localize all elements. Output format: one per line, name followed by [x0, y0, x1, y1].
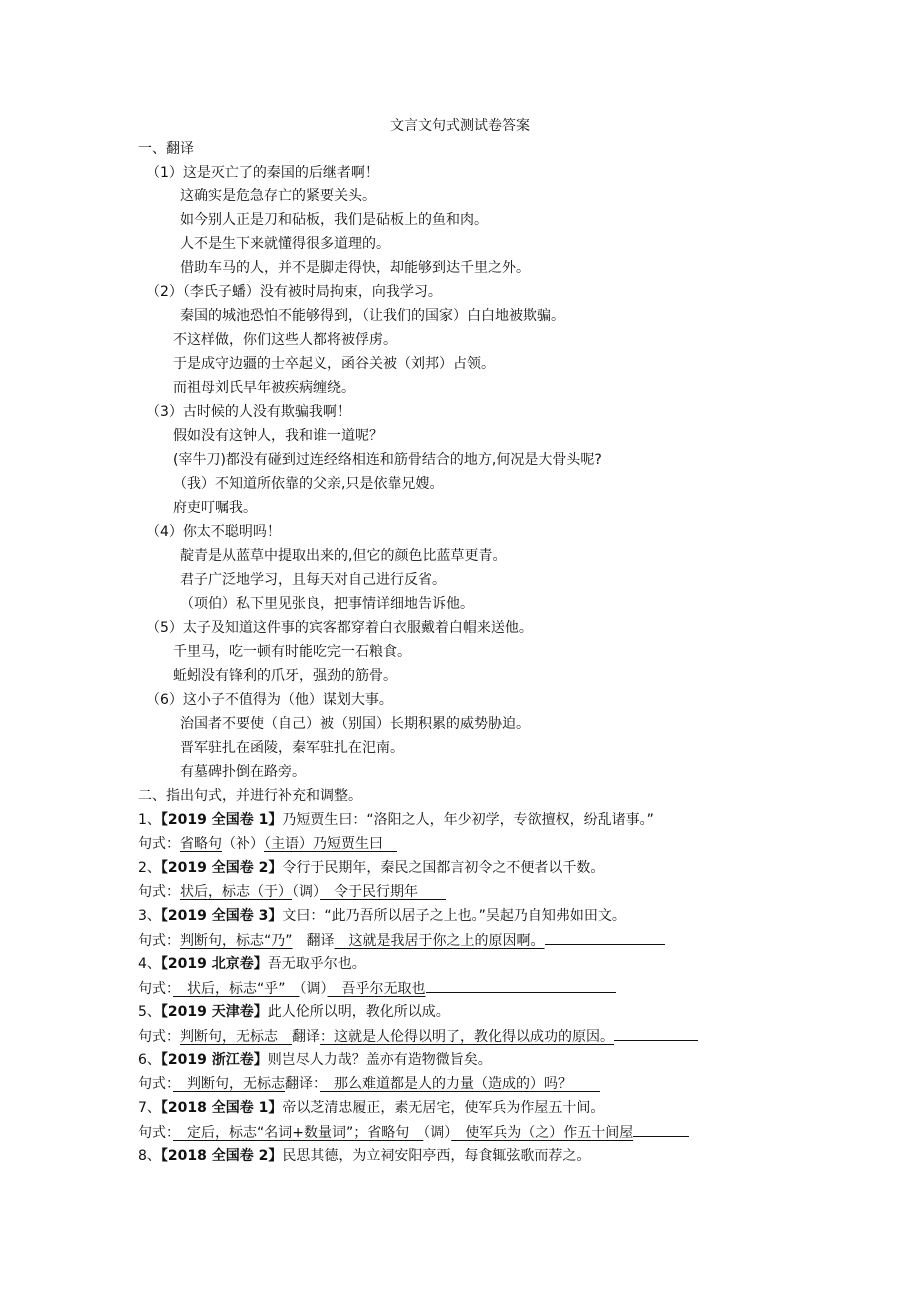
translation-line: 有墓碑扑倒在路旁。: [180, 764, 306, 780]
answer-line: 句式： 定后，标志“名词+数量词”；省略句 （调） 使军兵为（之）作五十间屋: [138, 1122, 689, 1143]
translation-line: 不这样做，你们这些人都将被俘虏。: [173, 332, 397, 348]
translation-line: 治国者不要使（自己）被（别国）长期积累的威势胁迫。: [180, 716, 530, 732]
question-line: 1、【2019 全国卷 1】乃短贾生曰：“洛阳之人，年少初学，专欲擅权，纷乱诸事。”: [138, 812, 654, 828]
question-line: 5、【2019 天津卷】此人伦所以明，教化所以成。: [138, 1004, 450, 1020]
translation-line: 千里马，吃一顿有时能吃完一石粮食。: [173, 644, 411, 660]
answer-line: 句式：省略句（补）（主语）乃短贾生曰: [138, 836, 397, 852]
translation-line: 府吏叮嘱我。: [173, 500, 257, 516]
page-title: 文言文句式测试卷答案: [390, 118, 530, 134]
question-line: 7、【2018 全国卷 1】帝以芝清忠履正，素无居宅，使军兵为作屋五十间。: [138, 1100, 605, 1116]
translation-line: （2）（李氏子蟠）没有被时局拘束，向我学习。: [146, 284, 442, 300]
section-heading: 二、指出句式，并进行补充和调整。: [138, 788, 362, 804]
answer-line: 句式： 判断句，无标志翻译： 那么难道都是人的力量（造成的）吗？: [138, 1076, 600, 1092]
translation-line: （5）太子及知道这件事的宾客都穿着白衣服戴着白帽来送他。: [146, 620, 533, 636]
question-line: 2、【2019 全国卷 2】令行于民期年，秦民之国都言初令之不便者以千数。: [138, 860, 605, 876]
translation-line: 而祖母刘氏早年被疾病缠绕。: [173, 380, 355, 396]
translation-line: 假如没有这钟人，我和谁一道呢？: [173, 428, 383, 444]
translation-line: 晋军驻扎在函陵，秦军驻扎在汜南。: [180, 740, 404, 756]
translation-line: （我）不知道所依靠的父亲,只是依靠兄嫂。: [173, 476, 444, 492]
translation-line: （6）这小子不值得为（他）谋划大事。: [146, 692, 393, 708]
translation-line: (宰牛刀)都没有碰到过连经络相连和筋骨结合的地方,何况是大骨头呢?: [173, 452, 602, 468]
translation-line: （4）你太不聪明吗！: [146, 524, 281, 540]
translation-line: 借助车马的人，并不是脚走得快，却能够到达千里之外。: [180, 260, 530, 276]
question-line: 3、【2019 全国卷 3】文曰：“此乃吾所以居子之上也。”吴起乃自知弗如田文。: [138, 908, 626, 924]
question-line: 4、【2019 北京卷】吾无取乎尔也。: [138, 956, 366, 972]
translation-line: 于是成守边疆的士卒起义，函谷关被（刘邦）占领。: [173, 356, 495, 372]
answer-line: 句式：判断句，标志“乃” 翻译 这就是我居于你之上的原因啊。: [138, 930, 665, 951]
translation-line: 秦国的城池恐怕不能够得到，（让我们的国家）白白地被欺骗。: [180, 308, 565, 324]
question-line: 6、【2019 浙江卷】则岂尽人力哉？盖亦有造物微旨矣。: [138, 1052, 492, 1068]
answer-line: 句式：状后，标志（于）（调） 令于民行期年: [138, 884, 446, 900]
translation-line: 这确实是危急存亡的紧要关头。: [180, 188, 376, 204]
question-line: 8、【2018 全国卷 2】民思其德，为立祠安阳亭西，每食辄弦歌而荐之。: [138, 1148, 591, 1164]
translation-line: 君子广泛地学习，且每天对自己进行反省。: [180, 572, 446, 588]
section-heading: 一、翻译: [138, 141, 194, 157]
translation-line: 人不是生下来就懂得很多道理的。: [180, 236, 390, 252]
answer-line: 句式： 状后，标志“乎” （调） 吾乎尔无取也: [138, 978, 616, 999]
translation-line: （项伯）私下里见张良，把事情详细地告诉他。: [180, 596, 474, 612]
translation-line: 如今别人正是刀和砧板，我们是砧板上的鱼和肉。: [180, 212, 488, 228]
translation-line: （3）古时候的人没有欺骗我啊！: [146, 404, 351, 420]
translation-line: （1）这是灭亡了的秦国的后继者啊！: [146, 165, 379, 181]
translation-line: 靛青是从蓝草中提取出来的,但它的颜色比蓝草更青。: [180, 548, 507, 564]
answer-line: 句式：判断句，无标志 翻译：这就是人伦得以明了，教化得以成功的原因。: [138, 1026, 698, 1047]
translation-line: 蚯蚓没有锋利的爪牙，强劲的筋骨。: [173, 668, 397, 684]
